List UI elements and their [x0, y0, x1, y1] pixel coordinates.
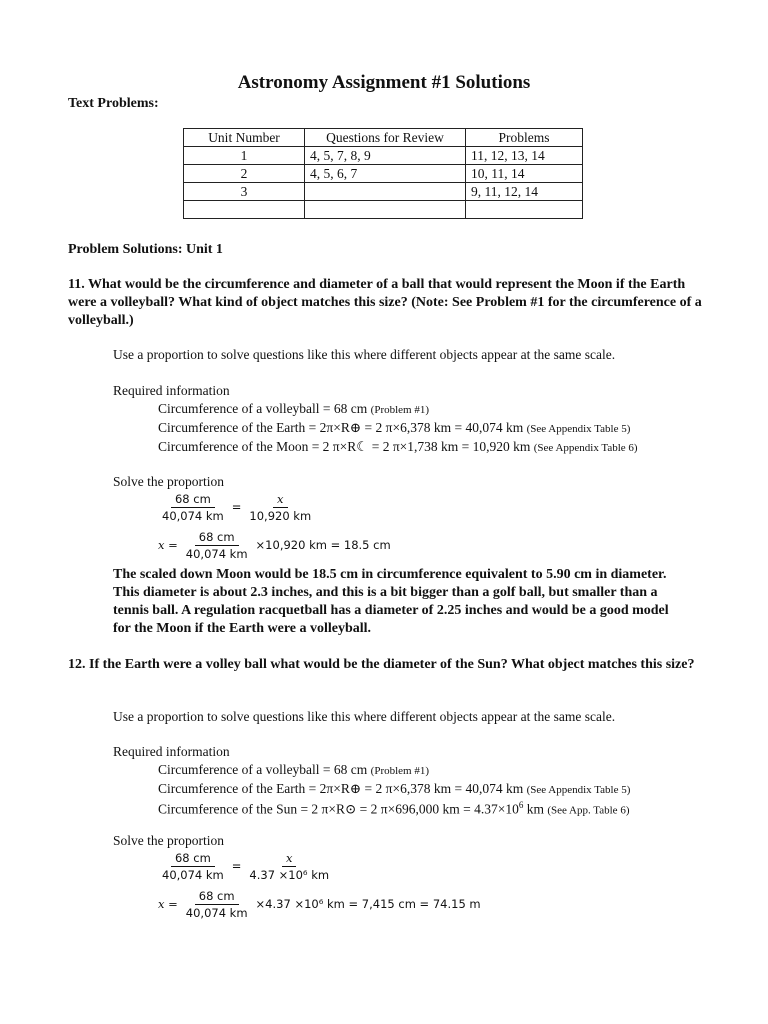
q11-calculation [158, 530, 391, 561]
calc-lhs: x = [158, 538, 178, 553]
table-cell [305, 183, 466, 201]
info-exponent: 6 [518, 800, 524, 810]
q11-proportion-equation [158, 492, 315, 523]
table-header-cell: Problems [466, 129, 583, 147]
info-note: (Problem #1) [370, 404, 430, 416]
table-cell: 10, 11, 14 [466, 165, 583, 183]
q11-info-moon [158, 439, 638, 455]
denominator: 4.37 ×10⁶ km [249, 868, 330, 882]
q12-solve-label: Solve the proportion [113, 833, 224, 848]
table-cell: 3 [184, 183, 305, 201]
info-main: Circumference of the Sun = 2 π×R⊙ = 2 π×696,000 km = 4.37×10 [158, 801, 519, 817]
table-cell: 4, 5, 7, 8, 9 [305, 147, 466, 165]
table-cell: 2 [184, 165, 305, 183]
page-title: Astronomy Assignment #1 Solutions [237, 72, 531, 93]
numerator: 68 cm [171, 851, 215, 867]
table-cell: 1 [184, 147, 305, 165]
denominator: 10,920 km [249, 509, 312, 523]
info-note: (See Appendix Table 6) [533, 442, 638, 454]
table-row [184, 165, 583, 183]
calc-result: ×4.37 ×10⁶ km = 7,415 cm = 74.15 m [255, 897, 481, 912]
info-main: Circumference of the Earth = 2π×R⊕ = 2 π×6,378 km = 40,074 km [158, 420, 524, 435]
equals-sign: = [231, 500, 242, 515]
numerator: x [282, 851, 297, 867]
q11-solve-label: Solve the proportion [113, 474, 224, 489]
info-note: (See Appendix Table 5) [526, 423, 631, 435]
table-cell [305, 201, 466, 219]
fraction [245, 492, 315, 523]
q12-proportion-equation [158, 851, 333, 882]
denominator: 40,074 km [162, 509, 224, 523]
table-header-cell: Unit Number [184, 129, 305, 147]
info-note: (See Appendix Table 5) [526, 784, 631, 796]
q11-info-volleyball [158, 401, 429, 417]
table-cell [184, 201, 305, 219]
table-row [184, 183, 583, 201]
section-heading: Problem Solutions: Unit 1 [68, 242, 223, 257]
question-12-text: 12. If the Earth were a volley ball what would be the diameter of the Sun? What object matches this size? [68, 657, 695, 672]
question-11-text: 11. What would be the circumference and diameter of a ball that would represent the Moon if the Earth were a volleyball? What kind of object matches this size? (Note: See Problem #1 for the circumference of a volleyball.) [68, 277, 702, 328]
fraction [245, 851, 333, 882]
fraction [158, 492, 228, 523]
calc-result: ×10,920 km = 18.5 cm [255, 538, 391, 553]
table-cell: 9, 11, 12, 14 [466, 183, 583, 201]
info-main: Circumference of a volleyball = 68 cm [158, 401, 368, 416]
denominator: 40,074 km [185, 547, 248, 561]
table-row [184, 147, 583, 165]
fraction [158, 851, 228, 882]
denominator: 40,074 km [185, 906, 248, 920]
denominator: 40,074 km [162, 868, 224, 882]
table-cell: 4, 5, 6, 7 [305, 165, 466, 183]
fraction [182, 530, 252, 561]
info-note: (See App. Table 6) [547, 804, 630, 817]
numerator: 68 cm [195, 889, 239, 905]
info-unit: km [523, 801, 544, 817]
q11-answer: The scaled down Moon would be 18.5 cm in circumference equivalent to 5.90 cm in diameter. This diameter is about 2.3 inches, and this is a bit bigger than a golf ball, but smaller than a tennis ball. A regulation racquetball has a diameter of 2.25 inches and would be a good model for the Moon if the Earth were a volleyball. [113, 567, 669, 636]
q12-calculation [158, 889, 481, 920]
q12-info-earth [158, 781, 630, 797]
info-main: Circumference of the Moon = 2 π×R☾ = 2 π×1,738 km = 10,920 km [158, 439, 531, 454]
q12-intro: Use a proportion to solve questions like this where different objects appear at the same scale. [113, 709, 616, 724]
table-row [184, 201, 583, 219]
q12-info-volleyball [158, 762, 429, 778]
q11-intro: Use a proportion to solve questions like this where different objects appear at the same scale. [113, 347, 616, 362]
text-problems-label: Text Problems: [68, 96, 159, 111]
table-cell [466, 201, 583, 219]
numerator: x [273, 492, 288, 508]
info-main: Circumference of a volleyball = 68 cm [158, 762, 368, 777]
problem-assignment-table [183, 128, 583, 219]
table-header-cell: Questions for Review [305, 129, 466, 147]
q12-required-label: Required information [113, 744, 230, 759]
q12-info-sun [158, 800, 629, 818]
calc-lhs: x = [158, 897, 178, 912]
fraction [182, 889, 252, 920]
info-main: Circumference of the Earth = 2π×R⊕ = 2 π×6,378 km = 40,074 km [158, 781, 524, 796]
numerator: 68 cm [171, 492, 215, 508]
info-note: (Problem #1) [370, 765, 430, 777]
q11-required-label: Required information [113, 383, 230, 398]
table-cell: 11, 12, 13, 14 [466, 147, 583, 165]
q11-info-earth [158, 420, 630, 436]
numerator: 68 cm [195, 530, 239, 546]
equals-sign: = [231, 859, 242, 874]
table-header-row [184, 129, 583, 147]
